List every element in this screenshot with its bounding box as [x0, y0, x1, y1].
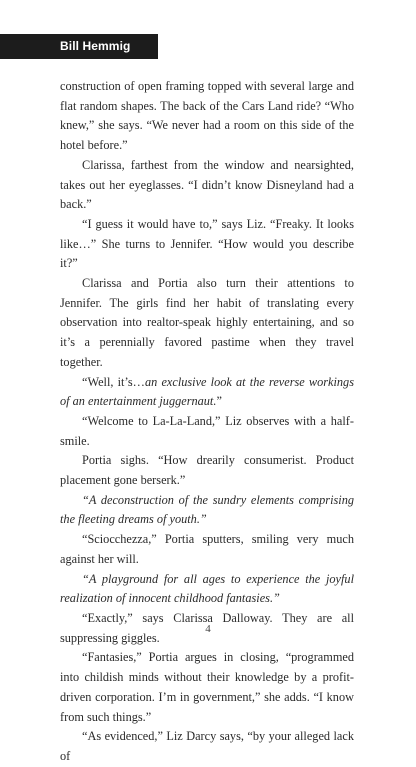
- paragraph: Clarissa and Portia also turn their attentions to Jennifer. The girls find her habit of translating every observation into realtor-speak highly entertaining, and so it’s a perennially favored pastime when they travel together.: [60, 276, 354, 369]
- paragraph: “As evidenced,” Liz Darcy says, “by your alleged lack of: [60, 729, 354, 763]
- paragraph-text: “Well, it’s…: [82, 374, 145, 389]
- paragraph-text: ”: [216, 394, 222, 409]
- paragraph: Portia sighs. “How drearily consumerist. Product placement gone berserk.”: [60, 453, 354, 488]
- italic-paragraph: “A playground for all ages to experience the joyful realization of innocent childhood fantasies.”: [60, 571, 354, 606]
- paragraph: construction of open framing topped with several large and flat random shapes. The back of the Cars Land ride? “Who knew,” she says. “We never had a room on this side of the hotel before.”: [60, 79, 354, 153]
- running-header-author: Bill Hemmig: [60, 39, 131, 53]
- paragraph: “Exactly,” says Clarissa Dalloway. They are all suppressing giggles.: [60, 610, 354, 645]
- italic-paragraph: “A deconstruction of the sundry elements comprising the fleeting dreams of youth.”: [60, 492, 354, 527]
- paragraph: Clarissa, farthest from the window and nearsighted, takes out her eyeglasses. “I didn’t know Disneyland had a back.”: [60, 157, 354, 212]
- paragraph: [60, 373, 354, 412]
- paragraph: “Sciocchezza,” Portia sputters, smiling very much against her will.: [60, 532, 354, 566]
- paragraph: “I guess it would have to,” says Liz. “Freaky. It looks like…” She turns to Jennifer. “How would you describe it?”: [60, 216, 354, 271]
- page-number: 4: [205, 623, 211, 635]
- body-text: [60, 77, 354, 767]
- paragraph: “Welcome to La-La-Land,” Liz observes with a half-smile.: [60, 413, 354, 448]
- paragraph-italic-text: an exclusive look at the reverse workings of an entertainment juggernaut.: [60, 374, 354, 409]
- paragraph: “Fantasies,” Portia argues in closing, “programmed into childish minds without their knowledge by a profit-driven corporation. I’m in government,” she adds. “I know from such things.”: [60, 650, 354, 724]
